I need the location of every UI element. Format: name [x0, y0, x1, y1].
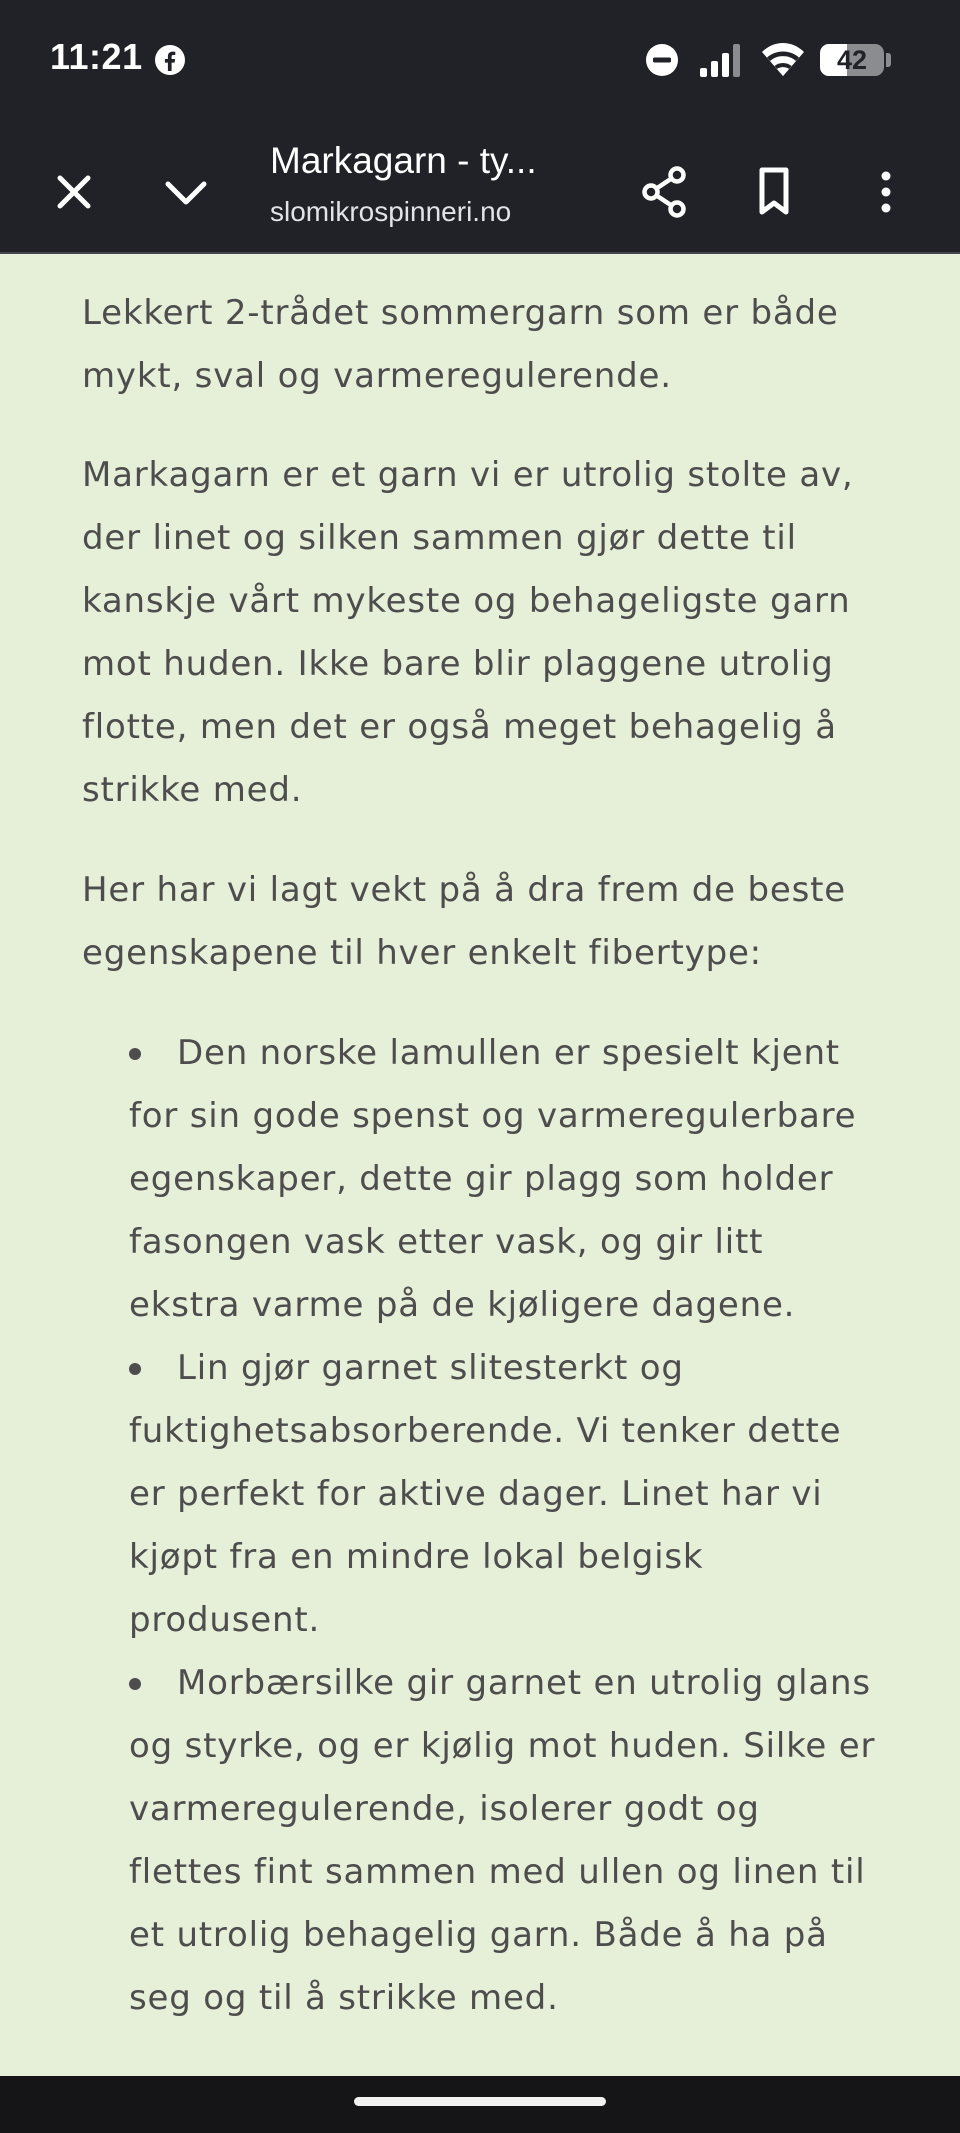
bullet-icon [129, 1678, 141, 1690]
close-icon[interactable] [44, 162, 104, 222]
fiber-intro-paragraph: Her har vi lagt vekt på å dra frem de beste egenskapene til hver enkelt fibertype: [82, 870, 846, 973]
page-content [0, 254, 960, 2076]
status-time: 11:21 [50, 36, 143, 77]
chevron-down-icon[interactable] [156, 162, 216, 222]
list-item-linen [82, 1337, 882, 1652]
more-vert-icon[interactable] [856, 160, 916, 224]
custom-tab-toolbar [0, 120, 960, 252]
list-item-text: Lin gjør garnet slitesterkt og fuktighetsabsorberende. Vi tenker dette er perfekt for aktive dager. Linet har vi kjøpt fra en mindre lokal belgisk produsent. [129, 1348, 842, 1640]
intro-paragraph: Lekkert 2-trådet sommergarn som er både mykt, sval og varmeregulerende. [82, 293, 839, 396]
list-item-wool [82, 1022, 882, 1337]
bullet-icon [129, 1048, 141, 1060]
battery-icon [820, 44, 884, 76]
bullet-icon [129, 1363, 141, 1375]
signal-icon [698, 42, 746, 78]
page-title[interactable]: Markagarn - ty... [270, 140, 537, 181]
status-bar [0, 0, 960, 120]
do-not-disturb-icon [645, 43, 679, 77]
battery-level-text: 42 [836, 45, 868, 75]
battery-tip [886, 53, 891, 67]
list-item-silk [82, 1652, 882, 2030]
page-domain[interactable]: slomikrospinneri.no [270, 196, 512, 227]
list-item-text: Morbærsilke gir garnet en utrolig glans og styrke, og er kjølig mot huden. Silke er varmeregulerende, isolerer godt og flettes fint sammen med ullen og linen til et utrolig behagelig garn. Både å ha på seg og til å strikke med. [129, 1663, 876, 2018]
facebook-icon [154, 44, 186, 76]
share-icon[interactable] [634, 160, 694, 224]
bookmark-icon[interactable] [744, 160, 804, 224]
fiber-list [82, 1022, 882, 2030]
description-paragraph: Markagarn er et garn vi er utrolig stolte av, der linet og silken sammen gjør dette til kanskje vårt mykeste og behageligste garn mot huden. Ikke bare blir plaggene utrolig flotte, men det er også meget behagelig å strikke med. [82, 455, 854, 810]
home-gesture-handle[interactable] [354, 2097, 606, 2106]
wifi-icon [760, 40, 806, 78]
list-item-text: Den norske lamullen er spesielt kjent for sin gode spenst og varmeregulerbare egenskaper, dette gir plagg som holder fasongen vask etter vask, og gir litt ekstra varme på de kjøligere dagene. [129, 1033, 857, 1325]
